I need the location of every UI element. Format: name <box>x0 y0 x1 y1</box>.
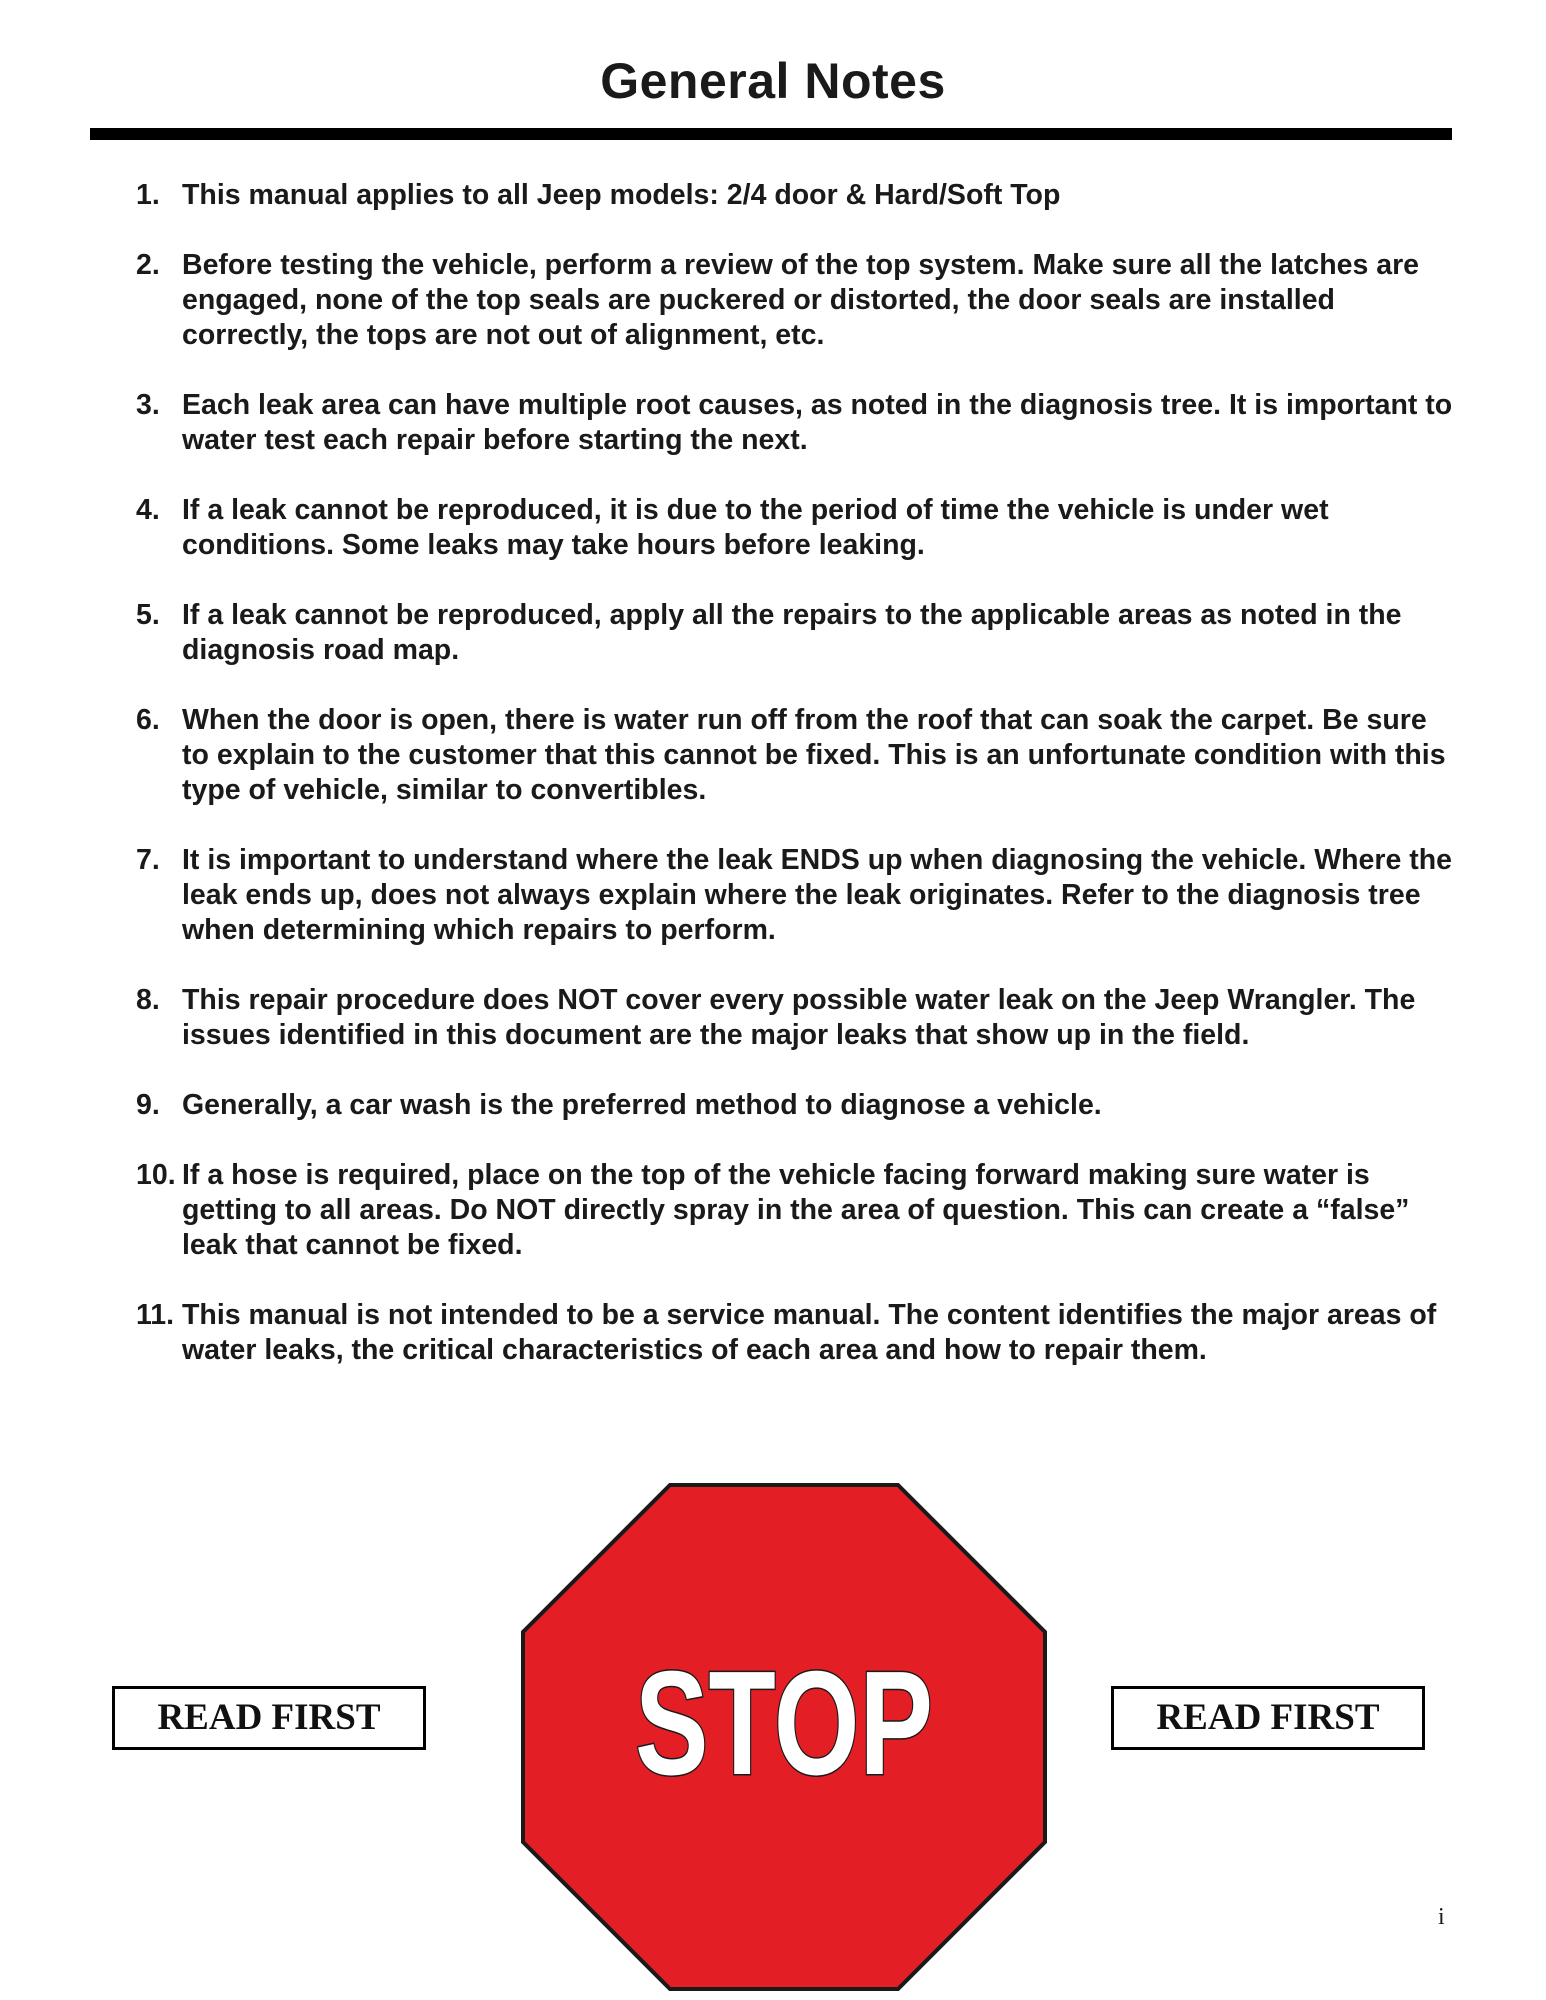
stop-sign-icon <box>520 1482 1048 1992</box>
stop-sign-text: STOP <box>635 1641 933 1806</box>
note-text: If a leak cannot be reproduced, apply all the repairs to the applicable areas as noted in the diagnosis road map. <box>182 599 1402 666</box>
note-number: 6. <box>136 704 160 736</box>
note-6 <box>0 703 1546 808</box>
note-text: This manual applies to all Jeep models: 2/4 door & Hard/Soft Top <box>182 179 1061 211</box>
notes-list <box>0 178 1546 1403</box>
note-5 <box>0 598 1546 668</box>
note-text: If a leak cannot be reproduced, it is due to the period of time the vehicle is under wet conditions. Some leaks may take hours before leaking. <box>182 494 1329 561</box>
note-text: Generally, a car wash is the preferred method to diagnose a vehicle. <box>182 1089 1102 1121</box>
note-text: This repair procedure does NOT cover every possible water leak on the Jeep Wrangler. The issues identified in this document are the major leaks that show up in the field. <box>182 984 1416 1051</box>
note-number: 3. <box>136 389 160 421</box>
note-number: 2. <box>136 249 160 281</box>
note-11 <box>0 1298 1546 1368</box>
page-number: i <box>1438 1904 1445 1930</box>
title-rule <box>90 128 1452 140</box>
note-4 <box>0 493 1546 563</box>
note-3 <box>0 388 1546 458</box>
note-number: 1. <box>136 179 160 211</box>
note-text: If a hose is required, place on the top of the vehicle facing forward making sure water is getting to all areas. Do NOT directly spray in the area of question. This can create a “false” leak that cannot be fixed. <box>182 1159 1410 1261</box>
note-9 <box>0 1088 1546 1123</box>
note-text: This manual is not intended to be a service manual. The content identifies the major areas of water leaks, the critical characteristics of each area and how to repair them. <box>182 1299 1437 1366</box>
page-title: General Notes <box>600 53 946 109</box>
note-10 <box>0 1158 1546 1263</box>
note-number: 10. <box>136 1159 176 1191</box>
note-number: 9. <box>136 1089 160 1121</box>
note-8 <box>0 983 1546 1053</box>
note-text: It is important to understand where the leak ENDS up when diagnosing the vehicle. Where the leak ends up, does not always explain where the leak originates. Refer to the diagnosis tree when determining which repairs to perform. <box>182 844 1453 946</box>
read-first-box-left: READ FIRST <box>112 1686 426 1750</box>
note-7 <box>0 843 1546 948</box>
note-text: When the door is open, there is water run off from the roof that can soak the carpet. Be sure to explain to the customer that this cannot be fixed. This is an unfortunate condition with this type of vehicle, similar to convertibles. <box>182 704 1446 806</box>
note-number: 11. <box>136 1299 175 1331</box>
note-2 <box>0 248 1546 353</box>
note-1 <box>0 178 1546 213</box>
note-number: 8. <box>136 984 160 1016</box>
note-text: Each leak area can have multiple root causes, as noted in the diagnosis tree. It is important to water test each repair before starting the next. <box>182 389 1453 456</box>
note-number: 5. <box>136 599 160 631</box>
note-number: 7. <box>136 844 160 876</box>
note-text: Before testing the vehicle, perform a review of the top system. Make sure all the latches are engaged, none of the top seals are puckered or distorted, the door seals are installed correctly, the tops are not out of alignment, etc. <box>182 249 1420 351</box>
read-first-box-right: READ FIRST <box>1111 1686 1425 1750</box>
note-number: 4. <box>136 494 160 526</box>
